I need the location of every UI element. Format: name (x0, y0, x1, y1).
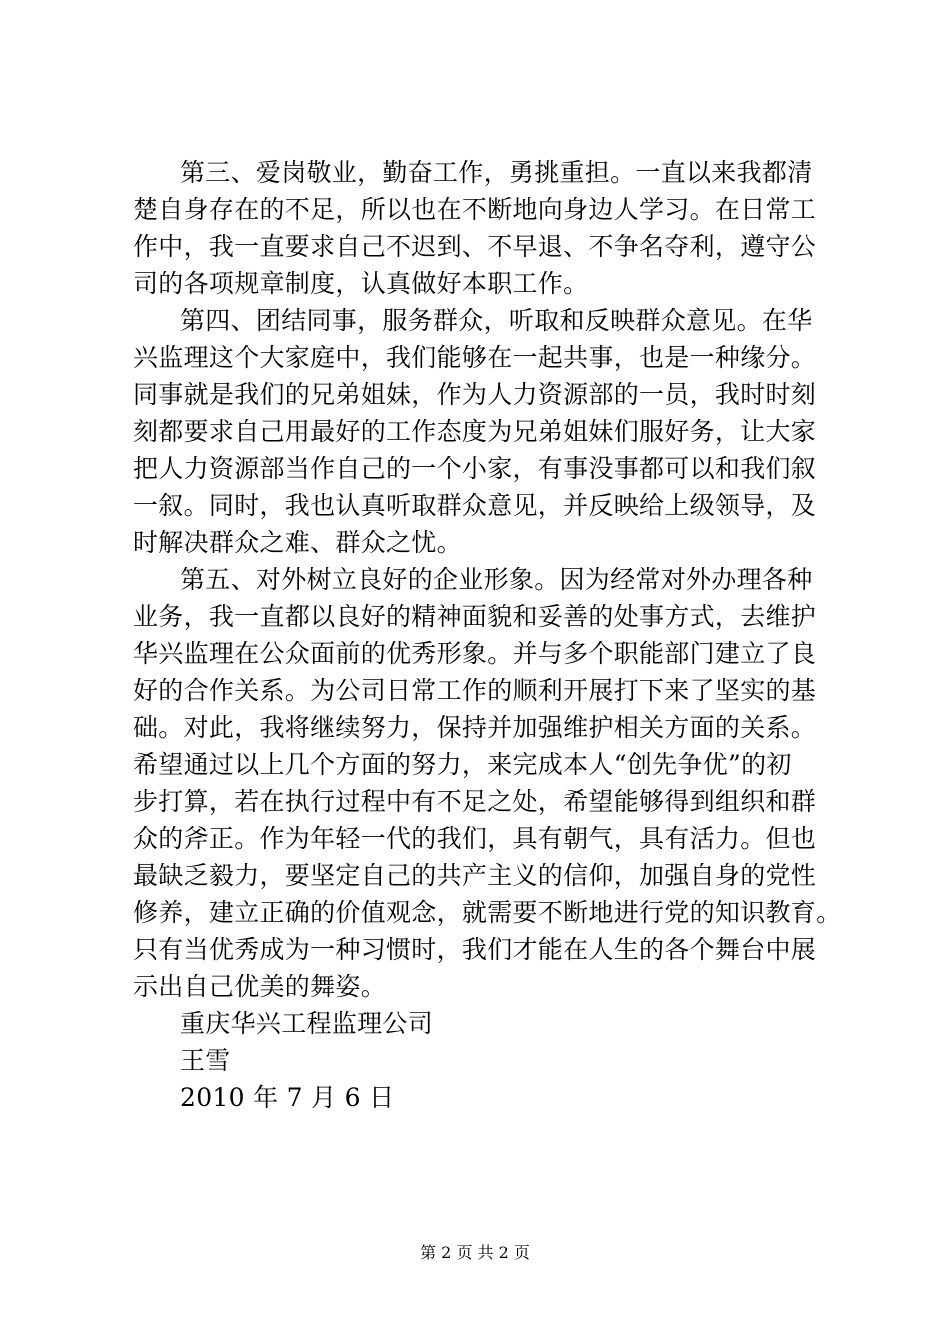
text-line: 华兴监理在公众面前的优秀形象。并与多个职能部门建立了良 (133, 639, 817, 668)
text-line: 众的斧正。作为年轻一代的我们，具有朝气，具有活力。但也 (133, 824, 817, 853)
text-line: 好的合作关系。为公司日常工作的顺利开展打下来了坚实的基 (133, 676, 817, 705)
text-line: 楚自身存在的不足，所以也在不断地向身边人学习。在日常工 (133, 195, 817, 224)
document-date: 2010 年 7 月 6 日 (180, 1083, 395, 1112)
text-line: 业务，我一直都以良好的精神面貌和妥善的处事方式，去维护 (133, 602, 817, 631)
text-line: 只有当优秀成为一种习惯时，我们才能在人生的各个舞台中展 (133, 935, 817, 964)
text-line: 一叙。同时，我也认真听取群众意见，并反映给上级领导，及 (133, 491, 817, 520)
text-line: 时解决群众之难、群众之忧。 (133, 528, 462, 557)
text-line: 修养，建立正确的价值观念，就需要不断地进行党的知识教育。 (133, 898, 842, 927)
document-body (133, 154, 845, 1116)
text-line: 把人力资源部当作自己的一个小家，有事没事都可以和我们叙 (133, 454, 817, 483)
text-line: 础。对此，我将继续努力，保持并加强维护相关方面的关系。 (133, 713, 817, 742)
text-line: 第五、对外树立良好的企业形象。因为经常对外办理各种 (180, 565, 813, 594)
text-line: 同事就是我们的兄弟姐妹，作为人力资源部的一员，我时时刻 (133, 380, 817, 409)
text-line: 第四、团结同事，服务群众，听取和反映群众意见。在华 (180, 306, 813, 335)
company-signature: 重庆华兴工程监理公司 (180, 1009, 434, 1038)
text-line: 刻都要求自己用最好的工作态度为兄弟姐妹们服好务，让大家 (133, 417, 817, 446)
text-line: 最缺乏毅力，要坚定自己的共产主义的信仰，加强自身的党性 (133, 861, 817, 890)
text-line: 希望通过以上几个方面的努力，来完成本人“创先争优”的初 (133, 750, 792, 779)
text-line: 示出自己优美的舞姿。 (133, 972, 387, 1001)
text-line: 步打算，若在执行过程中有不足之处，希望能够得到组织和群 (133, 787, 817, 816)
text-line: 司的各项规章制度，认真做好本职工作。 (133, 269, 589, 298)
text-line: 第三、爱岗敬业，勤奋工作，勇挑重担。一直以来我都清 (180, 158, 813, 187)
page-number-footer: 第 2 页 共 2 页 (420, 1243, 530, 1262)
text-line: 兴监理这个大家庭中，我们能够在一起共事，也是一种缘分。 (133, 343, 817, 372)
author-name: 王雪 (180, 1046, 231, 1075)
text-line: 作中，我一直要求自己不迟到、不早退、不争名夺利，遵守公 (133, 232, 817, 261)
